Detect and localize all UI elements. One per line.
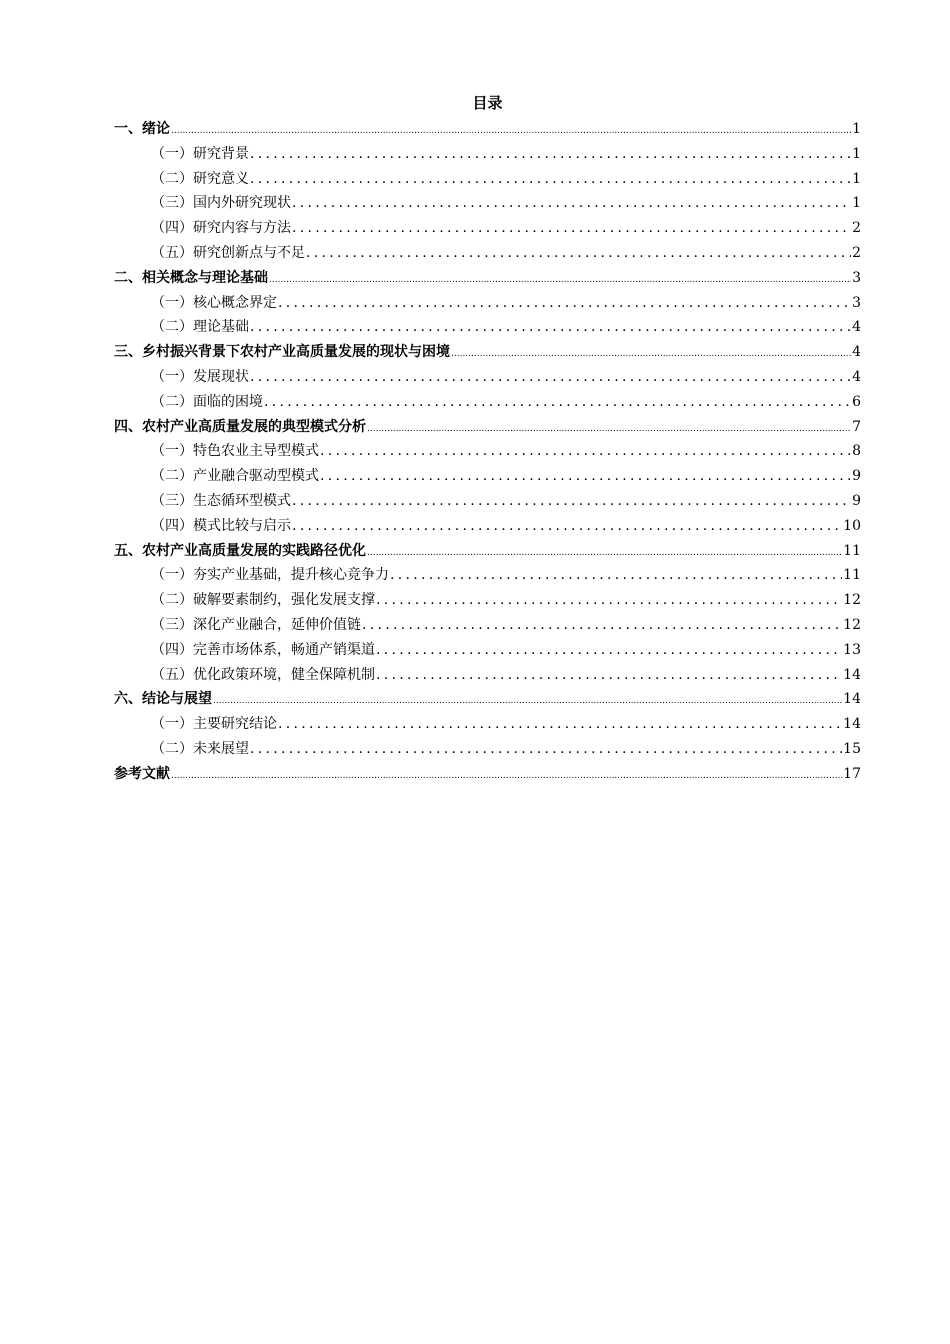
toc-page-number: 12 (843, 616, 861, 633)
toc-dot-leader (376, 664, 842, 686)
toc-page-number: 11 (843, 542, 861, 559)
toc-entry-label: （一）发展现状 (151, 368, 249, 385)
toc-page-number: 4 (852, 368, 861, 385)
toc-chapter-entry[interactable] (114, 540, 861, 565)
toc-dot-leader (376, 639, 842, 661)
toc-page-number: 8 (852, 443, 861, 460)
toc-section-entry[interactable] (114, 639, 861, 664)
toc-dot-leader (320, 465, 851, 487)
toc-page-number: 1 (852, 170, 861, 187)
toc-page-number: 14 (843, 666, 861, 683)
toc-page-number: 3 (852, 269, 861, 286)
toc-page-number: 9 (852, 492, 861, 509)
toc-title: 目录 (472, 94, 503, 112)
toc-page-number: 7 (852, 418, 861, 435)
toc-section-entry[interactable] (114, 738, 861, 763)
toc-dot-leader (451, 343, 851, 365)
toc-dot-leader (264, 391, 851, 413)
toc-section-entry[interactable] (114, 391, 861, 416)
toc-dot-leader (171, 765, 842, 787)
toc-dot-leader (306, 242, 851, 264)
toc-entry-label: （二）理论基础 (151, 319, 249, 336)
toc-entry-label: （三）国内外研究现状 (151, 195, 291, 212)
toc-dot-leader (250, 143, 851, 165)
toc-entry-label: 六、结论与展望 (114, 691, 212, 708)
toc-entry-label: （五）优化政策环境，健全保障机制 (151, 666, 375, 683)
toc-dot-leader (250, 168, 851, 190)
toc-chapter-entry[interactable] (114, 341, 861, 366)
toc-dot-leader (320, 440, 851, 462)
toc-chapter-entry[interactable] (114, 416, 861, 441)
toc-page-number: 11 (843, 567, 861, 584)
toc-dot-leader (390, 564, 842, 586)
toc-page-number: 10 (843, 517, 861, 534)
toc-chapter-entry[interactable] (114, 763, 861, 788)
toc-page-number: 1 (852, 121, 861, 137)
toc-section-entry[interactable] (114, 192, 861, 217)
toc-entry-label: （四）研究内容与方法 (151, 220, 291, 237)
toc-entry-label: （五）研究创新点与不足 (151, 244, 305, 261)
toc-page-number: 2 (852, 244, 861, 261)
toc-section-entry[interactable] (114, 515, 861, 540)
toc-section-entry[interactable] (114, 292, 861, 317)
toc-dot-leader (367, 542, 842, 564)
toc-page-number: 13 (843, 641, 861, 658)
toc-page-number: 4 (852, 344, 861, 361)
toc-entry-label: 一、绪论 (114, 121, 170, 137)
toc-dot-leader (278, 713, 842, 735)
toc-page-number: 6 (852, 393, 861, 410)
toc-entry-label: （二）破解要素制约，强化发展支撑 (151, 592, 375, 609)
toc-entry-label: 三、乡村振兴背景下农村产业高质量发展的现状与困境 (114, 344, 450, 361)
toc-entry-label: （一）特色农业主导型模式 (151, 443, 319, 460)
toc-entry-label: （一）主要研究结论 (151, 716, 277, 733)
toc-list (114, 118, 861, 788)
toc-entry-label: （三）深化产业融合，延伸价值链 (151, 616, 361, 633)
toc-section-entry[interactable] (114, 713, 861, 738)
toc-dot-leader (292, 490, 851, 512)
toc-section-entry[interactable] (114, 664, 861, 689)
toc-entry-label: （四）模式比较与启示 (151, 517, 291, 534)
toc-entry-label: 二、相关概念与理论基础 (114, 269, 268, 286)
toc-dot-leader (278, 292, 851, 314)
toc-page-number: 9 (852, 468, 861, 485)
toc-page-number: 15 (843, 740, 861, 757)
toc-entry-label: 四、农村产业高质量发展的典型模式分析 (114, 418, 366, 435)
toc-dot-leader (171, 120, 851, 142)
toc-section-entry[interactable] (114, 440, 861, 465)
toc-entry-label: 参考文献 (114, 765, 170, 782)
toc-entry-label: 五、农村产业高质量发展的实践路径优化 (114, 542, 366, 559)
toc-dot-leader (367, 418, 851, 440)
toc-section-entry[interactable] (114, 614, 861, 639)
toc-entry-label: （四）完善市场体系，畅通产销渠道 (151, 641, 375, 658)
toc-section-entry[interactable] (114, 143, 861, 168)
toc-page-number: 14 (843, 691, 861, 708)
toc-page-number: 2 (852, 220, 861, 237)
toc-chapter-entry[interactable] (114, 688, 861, 713)
toc-entry-label: （一）夯实产业基础，提升核心竞争力 (151, 567, 389, 584)
toc-page-number: 1 (852, 195, 861, 212)
toc-page-number: 3 (852, 294, 861, 311)
toc-section-entry[interactable] (114, 465, 861, 490)
toc-entry-label: （二）面临的困境 (151, 393, 263, 410)
toc-section-entry[interactable] (114, 490, 861, 515)
toc-section-entry[interactable] (114, 366, 861, 391)
toc-dot-leader (250, 738, 842, 760)
toc-section-entry[interactable] (114, 564, 861, 589)
toc-dot-leader (376, 589, 842, 611)
toc-entry-label: （二）产业融合驱动型模式 (151, 468, 319, 485)
toc-chapter-entry[interactable] (114, 267, 861, 292)
toc-dot-leader (269, 269, 851, 291)
toc-page-number: 1 (852, 145, 861, 162)
toc-dot-leader (292, 515, 842, 537)
toc-dot-leader (250, 316, 851, 338)
toc-page-number: 12 (843, 592, 861, 609)
toc-entry-label: （一）研究背景 (151, 145, 249, 162)
toc-entry-label: （三）生态循环型模式 (151, 492, 291, 509)
toc-entry-label: （二）研究意义 (151, 170, 249, 187)
toc-chapter-entry[interactable] (114, 118, 861, 143)
toc-page-number: 17 (843, 765, 861, 782)
toc-section-entry[interactable] (114, 242, 861, 267)
toc-page-number: 14 (843, 716, 861, 733)
toc-section-entry[interactable] (114, 316, 861, 341)
toc-section-entry[interactable] (114, 589, 861, 614)
toc-dot-leader (213, 690, 842, 712)
toc-entry-label: （一）核心概念界定 (151, 294, 277, 311)
toc-section-entry[interactable] (114, 168, 861, 193)
toc-page-number: 4 (852, 319, 861, 336)
toc-entry-label: （二）未来展望 (151, 740, 249, 757)
toc-dot-leader (362, 614, 842, 636)
toc-section-entry[interactable] (114, 217, 861, 242)
toc-dot-leader (292, 217, 851, 239)
toc-dot-leader (250, 366, 851, 388)
toc-dot-leader (292, 192, 851, 214)
